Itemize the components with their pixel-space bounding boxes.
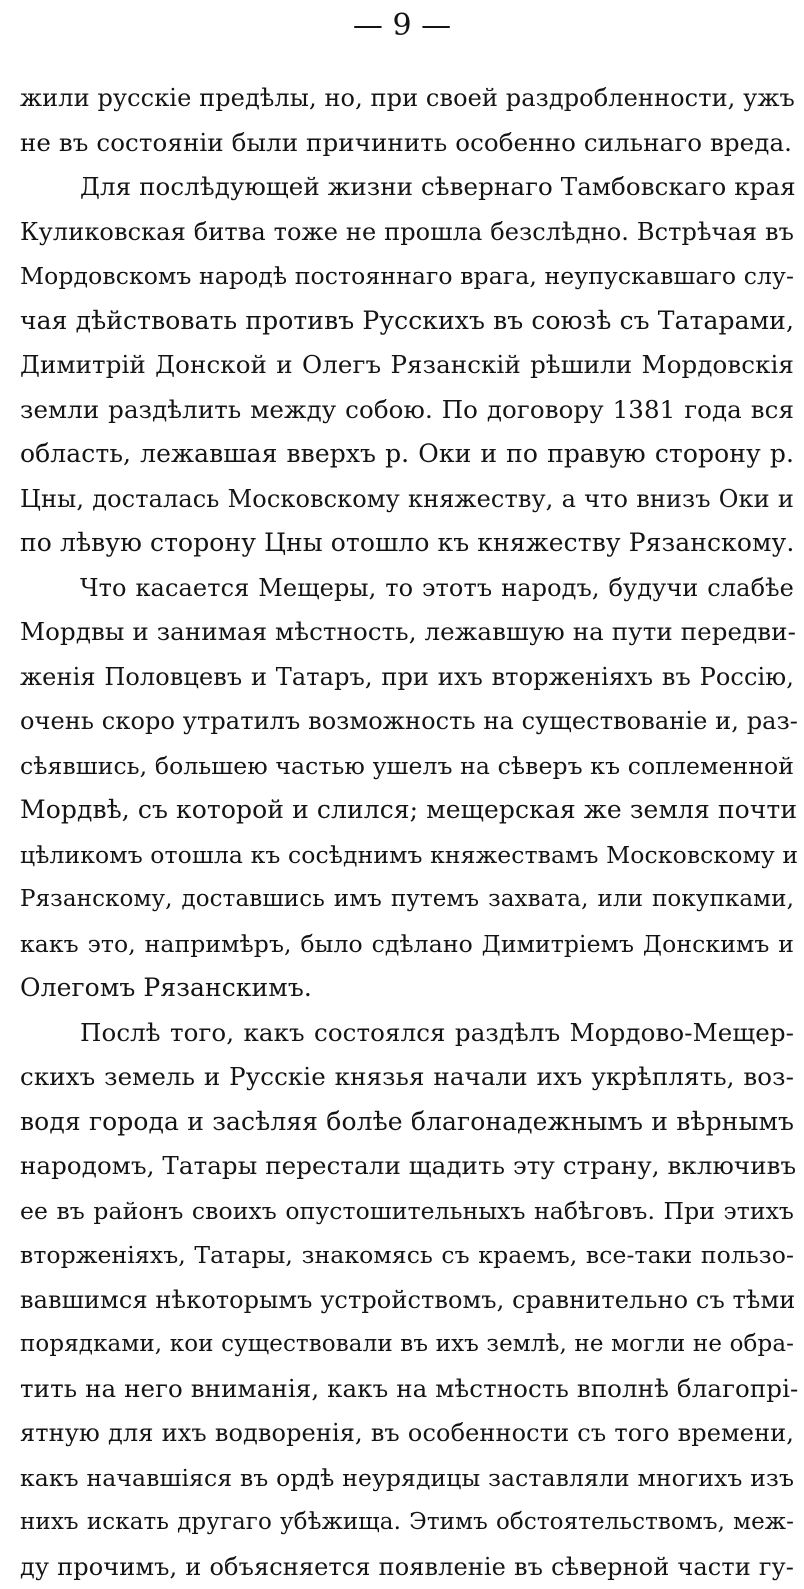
text-line: земли раздѣлить между собою. По договору 1381 года вся bbox=[20, 388, 794, 433]
text-line: жили русскіе предѣлы, но, при своей раздробленности, ужъ bbox=[20, 76, 794, 121]
text-line: народомъ, Татары перестали щадить эту страну, включивъ bbox=[20, 1144, 794, 1189]
text-line: Что касается Мещеры, то этотъ народъ, будучи слабѣе bbox=[20, 566, 794, 611]
page-number: — 9 — bbox=[0, 6, 804, 46]
text-line: вторженіяхъ, Татары, знакомясь съ краемъ, все-таки пользо- bbox=[20, 1233, 794, 1278]
text-line: женія Половцевъ и Татаръ, при ихъ вторженіяхъ въ Россію, bbox=[20, 655, 794, 700]
text-line: водя города и засѣляя болѣе благонадежнымъ и вѣрнымъ bbox=[20, 1100, 794, 1145]
text-line: нихъ искать другаго убѣжища. Этимъ обстоятельствомъ, меж- bbox=[20, 1500, 794, 1545]
text-line: какъ начавшіяся въ ордѣ неурядицы заставляли многихъ изъ bbox=[20, 1456, 794, 1501]
text-line: по лѣвую сторону Цны отошло къ княжеству Рязанскому. bbox=[20, 521, 794, 566]
text-line: Мордовскомъ народѣ постояннаго врага, неупускавшаго слу- bbox=[20, 254, 794, 299]
text-line: тить на него вниманія, какъ на мѣстность вполнѣ благопрі- bbox=[20, 1367, 794, 1412]
text-line: ятную для ихъ водворенія, въ особенности съ того времени, bbox=[20, 1411, 794, 1456]
text-line: порядками, кои существовали въ ихъ землѣ, не могли не обра- bbox=[20, 1322, 794, 1367]
text-line: не въ состояніи были причинить особенно сильнаго вреда. bbox=[20, 121, 794, 166]
text-line: сѣявшись, большею частью ушелъ на сѣверъ къ соплеменной bbox=[20, 744, 794, 789]
text-line: Мордвы и занимая мѣстность, лежавшую на пути передви- bbox=[20, 610, 794, 655]
text-line: ду прочимъ, и объясняется появленіе въ сѣверной части гу- bbox=[20, 1545, 794, 1589]
text-line: очень скоро утратилъ возможность на существованіе и, раз- bbox=[20, 699, 794, 744]
text-line: какъ это, напримѣръ, было сдѣлано Димитріемъ Донскимъ и bbox=[20, 922, 794, 967]
text-line: Для послѣдующей жизни сѣвернаго Тамбовскаго края bbox=[20, 165, 794, 210]
text-line: ее въ районъ своихъ опустошительныхъ набѣговъ. При этихъ bbox=[20, 1189, 794, 1234]
text-line: Послѣ того, какъ состоялся раздѣлъ Мордово-Мещер- bbox=[20, 1011, 794, 1056]
text-line: Димитрій Донской и Олегъ Рязанскій рѣшили Мордовскія bbox=[20, 343, 794, 388]
text-line: чая дѣйствовать противъ Русскихъ въ союзѣ съ Татарами, bbox=[20, 299, 794, 344]
text-line: Рязанскому, доставшись имъ путемъ захвата, или покупками, bbox=[20, 877, 794, 922]
text-line: Мордвѣ, съ которой и слился; мещерская же земля почти bbox=[20, 788, 794, 833]
text-line: Куликовская битва тоже не прошла безслѣдно. Встрѣчая въ bbox=[20, 210, 794, 255]
text-line: цѣликомъ отошла къ сосѣднимъ княжествамъ Московскому и bbox=[20, 833, 794, 878]
text-line: Олегомъ Рязанскимъ. bbox=[20, 966, 794, 1011]
text-line: область, лежавшая вверхъ р. Оки и по правую сторону р. bbox=[20, 432, 794, 477]
text-line: вавшимся нѣкоторымъ устройствомъ, сравнительно съ тѣми bbox=[20, 1278, 794, 1323]
body-text bbox=[20, 76, 794, 1589]
text-line: Цны, досталась Московскому княжеству, а что внизъ Оки и bbox=[20, 477, 794, 522]
text-line: скихъ земель и Русскіе князья начали ихъ укрѣплять, воз- bbox=[20, 1055, 794, 1100]
